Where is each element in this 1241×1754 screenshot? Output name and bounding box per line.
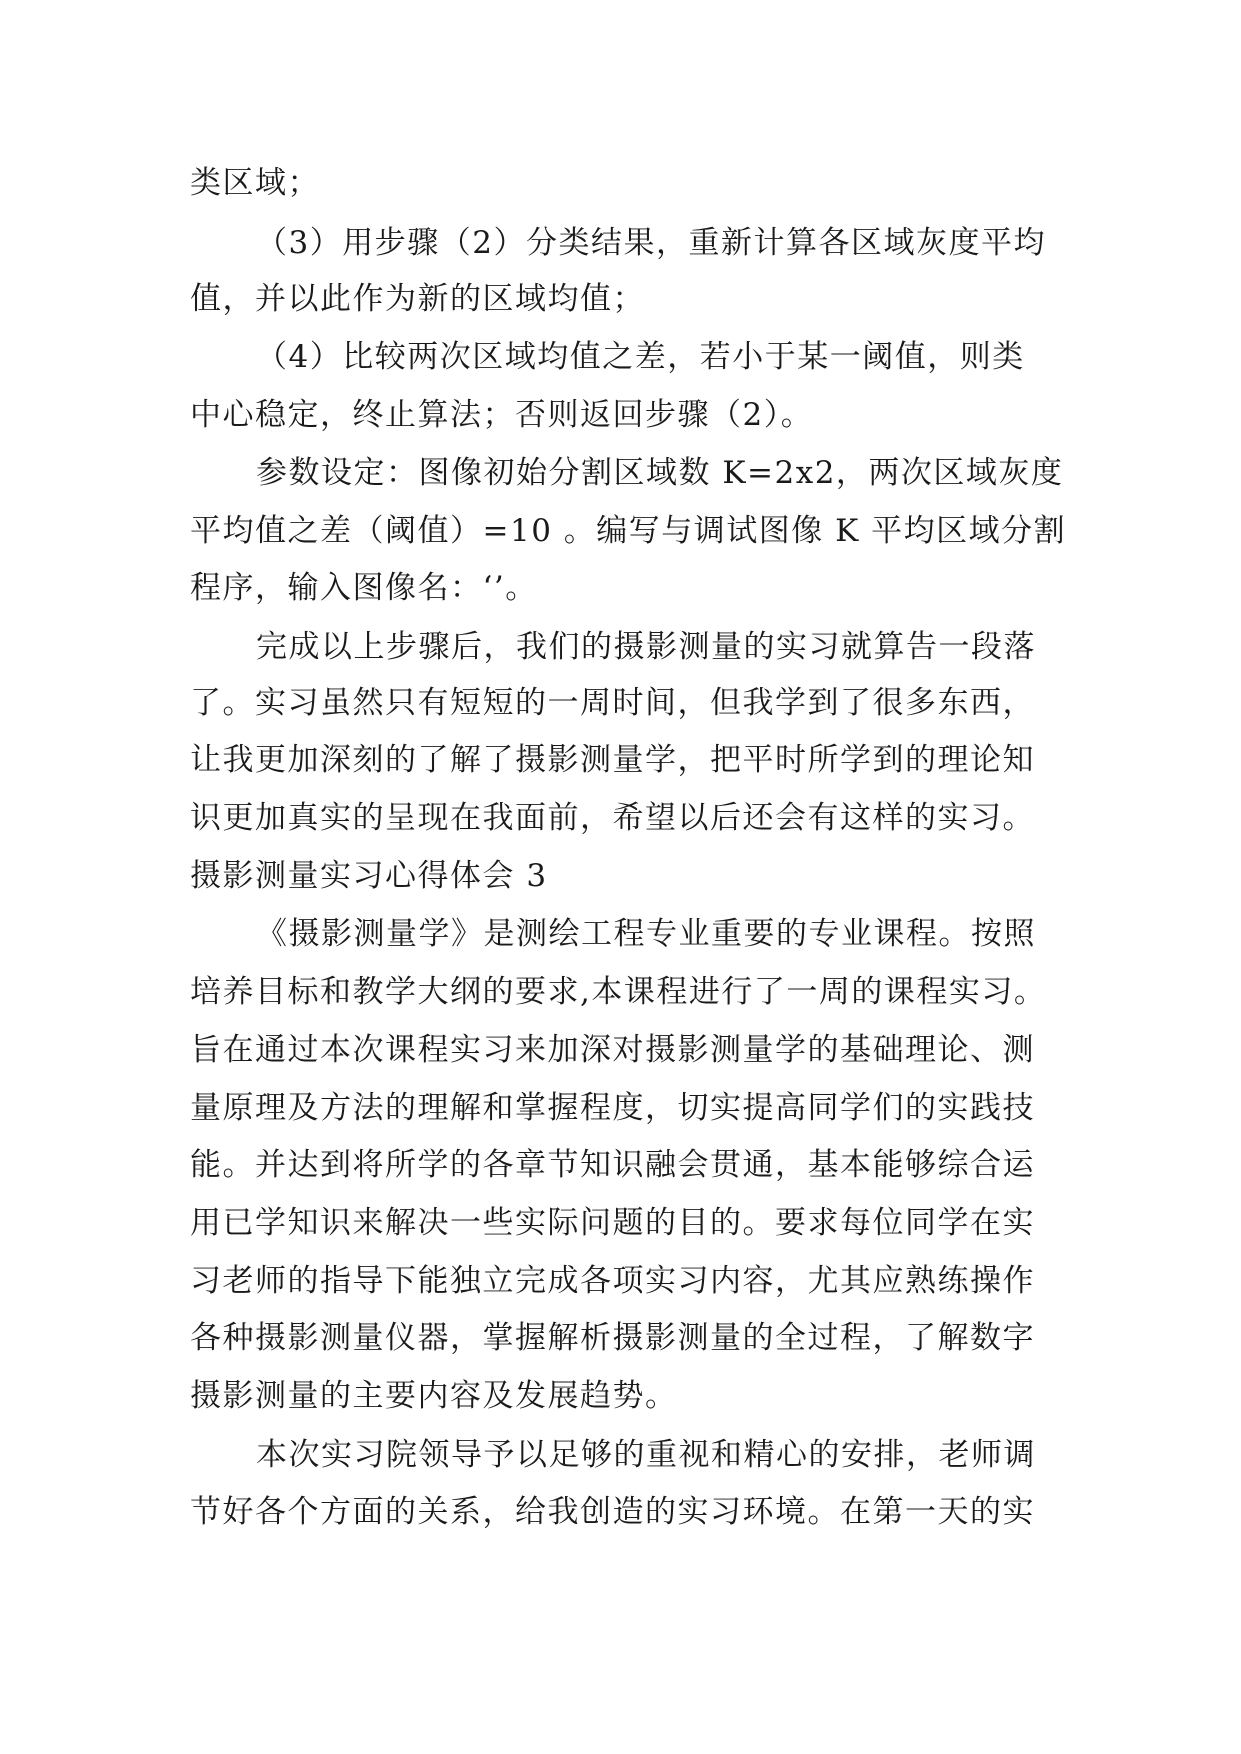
text-line: 习老师的指导下能独立完成各项实习内容，尤其应熟练操作 — [190, 1263, 1035, 1299]
text-line: 各种摄影测量仪器，掌握解析摄影测量的全过程，了解数字 — [190, 1320, 1035, 1356]
text-line: 程序，输入图像名：‘’。 — [190, 570, 538, 606]
text-line: 平均值之差（阈值）=10 。编写与调试图像 K 平均区域分割 — [190, 513, 1067, 549]
text-line: 摄影测量的主要内容及发展趋势。 — [190, 1378, 678, 1414]
text-line: 节好各个方面的关系，给我创造的实习环境。在第一天的实 — [190, 1494, 1035, 1530]
text-line: 中心稳定，终止算法；否则返回步骤（2）。 — [190, 397, 814, 433]
section-heading: 摄影测量实习心得体会 3 — [190, 858, 548, 894]
text-line: 参数设定：图像初始分割区域数 K=2x2，两次区域灰度 — [256, 455, 1064, 491]
text-line: 量原理及方法的理解和掌握程度，切实提高同学们的实践技 — [190, 1090, 1035, 1126]
text-line: 类区域； — [190, 165, 320, 201]
text-line: 让我更加深刻的了解了摄影测量学，把平时所学到的理论知 — [190, 742, 1035, 778]
text-line: 完成以上步骤后，我们的摄影测量的实习就算告一段落 — [256, 629, 1036, 665]
text-line: 值，并以此作为新的区域均值； — [190, 281, 645, 317]
text-line: 识更加真实的呈现在我面前，希望以后还会有这样的实习。 — [190, 800, 1035, 836]
text-line: 能。并达到将所学的各章节知识融会贯通，基本能够综合运 — [190, 1147, 1035, 1183]
text-line: （4）比较两次区域均值之差，若小于某一阈值，则类 — [256, 339, 1025, 375]
text-line: 用已学知识来解决一些实际问题的目的。要求每位同学在实 — [190, 1205, 1035, 1241]
text-line: （3）用步骤（2）分类结果，重新计算各区域灰度平均 — [256, 225, 1046, 261]
text-line: 《摄影测量学》是测绘工程专业重要的专业课程。按照 — [256, 916, 1036, 952]
text-line: 本次实习院领导予以足够的重视和精心的安排，老师调 — [256, 1437, 1036, 1473]
text-line: 了。实习虽然只有短短的一周时间，但我学到了很多东西， — [190, 685, 1035, 721]
text-line: 旨在通过本次课程实习来加深对摄影测量学的基础理论、测 — [190, 1032, 1035, 1068]
text-line: 培养目标和教学大纲的要求,本课程进行了一周的课程实习。 — [190, 974, 1047, 1010]
